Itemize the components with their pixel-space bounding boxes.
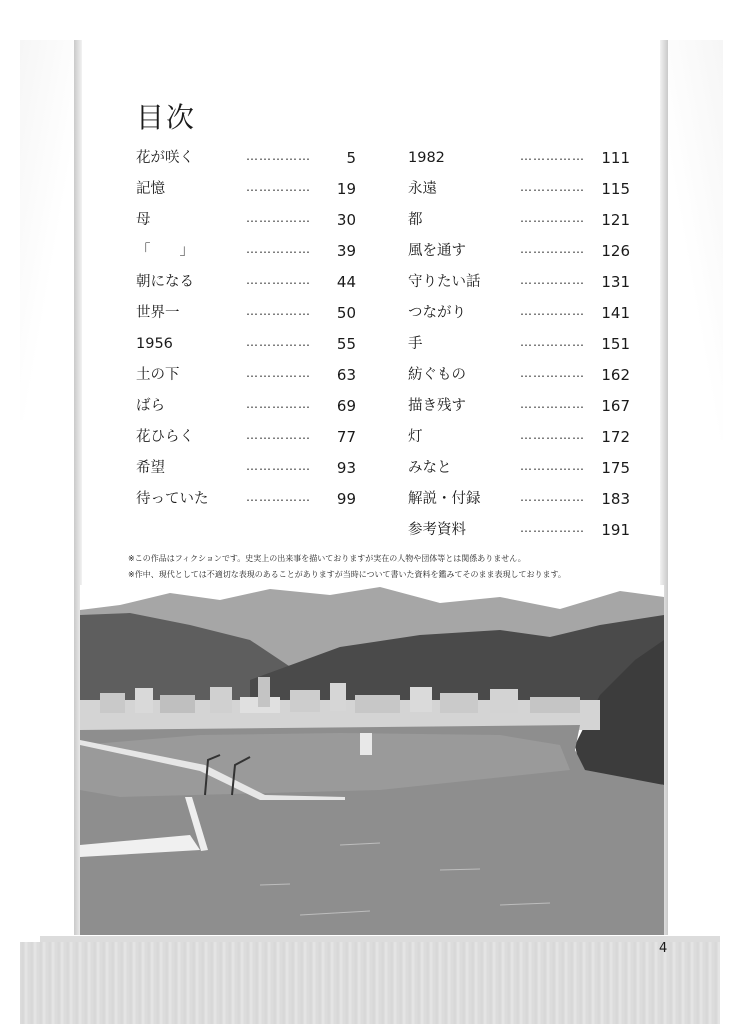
toc-entry-title: 1956 [136, 336, 173, 352]
toc-entry-title: ばら [136, 398, 165, 414]
toc-entry[interactable] [136, 299, 356, 330]
toc-entry-page: 115 [601, 180, 630, 198]
toc-entry-page: 99 [336, 490, 356, 508]
toc-entry[interactable] [408, 330, 630, 361]
toc-entry-page: 141 [601, 304, 630, 322]
toc-entry[interactable] [136, 361, 356, 392]
toc-entry-title: 紡ぐもの [408, 367, 466, 383]
toc-entry-page: 69 [336, 397, 356, 415]
toc-entry-title: つながり [408, 305, 466, 321]
toc-entry-page: 131 [601, 273, 630, 291]
toc-entry[interactable] [408, 175, 630, 206]
toc-entry-page: 111 [601, 149, 630, 167]
toc-entry[interactable] [136, 485, 356, 516]
toc-leader-dots: …………… [246, 242, 311, 256]
toc-leader-dots: …………… [520, 149, 585, 163]
toc-entry-title: 守りたい話 [408, 274, 481, 290]
curtain-left [20, 40, 75, 420]
toc-entry-title: 朝になる [136, 274, 194, 290]
toc-entry-page: 175 [601, 459, 630, 477]
toc-entry[interactable] [408, 144, 630, 175]
toc-entry-page: 151 [601, 335, 630, 353]
toc-entry-page: 5 [346, 149, 356, 167]
toc-entry-title: 描き残す [408, 398, 466, 414]
toc-leader-dots: …………… [246, 366, 311, 380]
toc-entry-page: 172 [601, 428, 630, 446]
toc-entry-title: 待っていた [136, 491, 209, 507]
toc-entry[interactable] [136, 330, 356, 361]
toc-leader-dots: …………… [520, 242, 585, 256]
toc-leader-dots: …………… [520, 180, 585, 194]
toc-entry-title: 花ひらく [136, 429, 194, 445]
floor-boards [20, 942, 720, 1024]
toc-leader-dots: …………… [246, 428, 311, 442]
toc-leader-dots: …………… [520, 397, 585, 411]
toc-leader-dots: …………… [246, 335, 311, 349]
toc-entry[interactable] [408, 206, 630, 237]
toc-entry-title: 「 」 [136, 243, 194, 259]
toc-leader-dots: …………… [520, 428, 585, 442]
toc-entry-page: 50 [336, 304, 356, 322]
toc-entry-page: 162 [601, 366, 630, 384]
toc-entry-title: 都 [408, 212, 423, 228]
harbor-illustration [80, 585, 664, 935]
toc-leader-dots: …………… [520, 304, 585, 318]
toc-entry-page: 126 [601, 242, 630, 260]
toc-entry[interactable] [136, 454, 356, 485]
toc-entry-title: 土の下 [136, 367, 180, 383]
toc-entry-page: 19 [336, 180, 356, 198]
toc-entry-title: 風を通す [408, 243, 466, 259]
toc-entry[interactable] [408, 423, 630, 454]
toc-entry[interactable] [136, 268, 356, 299]
toc-leader-dots: …………… [246, 397, 311, 411]
toc-entry-title: 希望 [136, 460, 165, 476]
toc-entry-title: 永遠 [408, 181, 437, 197]
page-number: 4 [659, 941, 668, 956]
toc-leader-dots: …………… [246, 459, 311, 473]
toc-entry[interactable] [136, 206, 356, 237]
toc-entry[interactable] [136, 175, 356, 206]
toc-entry[interactable] [408, 485, 630, 516]
toc-entry-page: 39 [336, 242, 356, 260]
toc-leader-dots: …………… [520, 366, 585, 380]
toc-entry-page: 55 [336, 335, 356, 353]
toc-entry-page: 63 [336, 366, 356, 384]
toc-entry-title: 参考資料 [408, 522, 466, 538]
toc-entry-title: 1982 [408, 150, 445, 166]
toc-entry[interactable] [136, 392, 356, 423]
toc-entry[interactable] [136, 144, 356, 175]
toc-entry-page: 167 [601, 397, 630, 415]
toc-leader-dots: …………… [520, 490, 585, 504]
disclaimer-note: ※この作品はフィクションです。史実上の出来事を描いておりますが実在の人物や団体等とは関係ありません。 [128, 554, 526, 563]
toc-entry[interactable] [136, 423, 356, 454]
toc-entry-page: 121 [601, 211, 630, 229]
toc-entry[interactable] [136, 237, 356, 268]
toc-right-column [408, 144, 630, 547]
small-pier [360, 733, 372, 755]
toc-leader-dots: …………… [246, 149, 311, 163]
toc-title: 目次 [136, 101, 197, 134]
disclaimer-notes [128, 551, 566, 583]
toc-entry-page: 44 [336, 273, 356, 291]
toc-leader-dots: …………… [246, 273, 311, 287]
toc-leader-dots: …………… [520, 521, 585, 535]
toc-entry-title: 手 [408, 336, 423, 352]
toc-leader-dots: …………… [520, 273, 585, 287]
toc-entry[interactable] [408, 516, 630, 547]
toc-entry-title: 花が咲く [136, 150, 194, 166]
disclaimer-note: ※作中、現代としては不適切な表現のあることがありますが当時について書いた資料を鑑みてそのまま表現しております。 [128, 570, 566, 579]
toc-entry-title: 灯 [408, 429, 423, 445]
toc-entry-title: 解説・付録 [408, 491, 481, 507]
toc-entry[interactable] [408, 361, 630, 392]
toc-entry-title: みなと [408, 460, 452, 476]
toc-entry[interactable] [408, 237, 630, 268]
toc-entry[interactable] [408, 268, 630, 299]
toc-left-column [136, 144, 356, 516]
toc-entry-page: 183 [601, 490, 630, 508]
toc-leader-dots: …………… [246, 490, 311, 504]
toc-entry[interactable] [408, 454, 630, 485]
toc-leader-dots: …………… [520, 459, 585, 473]
toc-leader-dots: …………… [520, 335, 585, 349]
curtain-right [668, 40, 723, 440]
toc-entry-page: 93 [336, 459, 356, 477]
toc-entry[interactable] [408, 299, 630, 330]
toc-leader-dots: …………… [246, 211, 311, 225]
toc-entry-page: 191 [601, 521, 630, 539]
toc-entry-page: 77 [336, 428, 356, 446]
toc-entry-title: 記憶 [136, 181, 165, 197]
toc-leader-dots: …………… [246, 180, 311, 194]
toc-leader-dots: …………… [246, 304, 311, 318]
toc-leader-dots: …………… [520, 211, 585, 225]
toc-entry[interactable] [408, 392, 630, 423]
toc-entry-title: 世界一 [136, 305, 180, 321]
toc-entry-title: 母 [136, 212, 151, 228]
toc-entry-page: 30 [336, 211, 356, 229]
